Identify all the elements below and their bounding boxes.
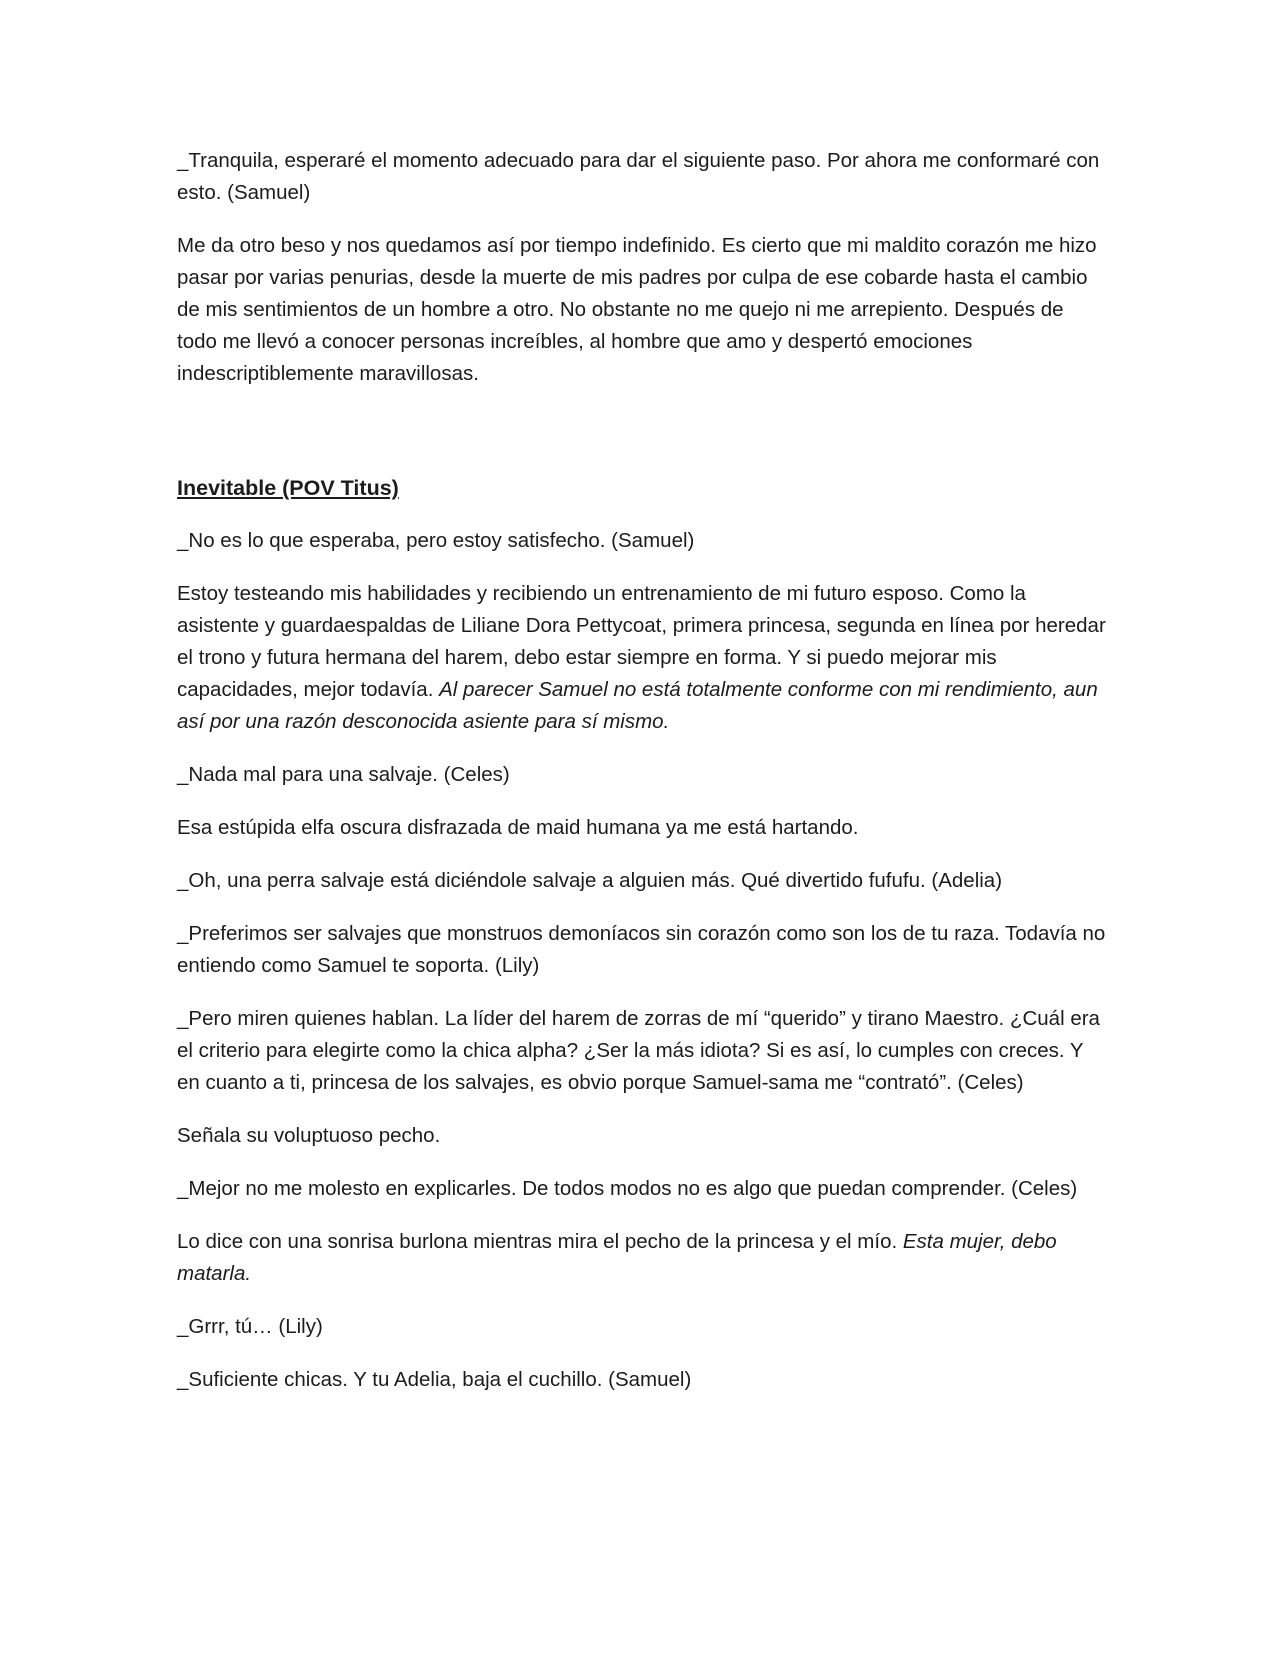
paragraph: Me da otro beso y nos quedamos así por tiempo indefinido. Es cierto que mi maldito corazón me hizo pasar por varias penurias, desde la muerte de mis padres por culpa de ese cobarde hasta el cambio de mis sentimientos de un hombre a otro. No obstante no me quejo ni me arrepiento. Después de todo me llevó a conocer personas increíbles, al hombre que amo y despertó emociones indescriptiblemente maravillosas. xyxy=(177,234,1097,385)
paragraph: _Suficiente chicas. Y tu Adelia, baja el cuchillo. (Samuel) xyxy=(177,1368,692,1391)
document-page xyxy=(177,145,1107,1417)
paragraph: Señala su voluptuoso pecho. xyxy=(177,1124,441,1147)
paragraph: _Nada mal para una salvaje. (Celes) xyxy=(177,763,510,786)
paragraph: _No es lo que esperaba, pero estoy satisfecho. (Samuel) xyxy=(177,529,695,552)
paragraph: _Pero miren quienes hablan. La líder del harem de zorras de mí “querido” y tirano Maestro. ¿Cuál era el criterio para elegirte como la chica alpha? ¿Ser la más idiota? Si es así, lo cumples con creces. Y en cuanto a ti, princesa de los salvajes, es obvio porque Samuel-sama me “contrató”. (Celes) xyxy=(177,1007,1100,1094)
paragraph: _Oh, una perra salvaje está diciéndole salvaje a alguien más. Qué divertido fufufu. (Adelia) xyxy=(177,869,1003,892)
paragraph: Esa estúpida elfa oscura disfrazada de maid humana ya me está hartando. xyxy=(177,816,859,839)
paragraph: _Preferimos ser salvajes que monstruos demoníacos sin corazón como son los de tu raza. Todavía no entiendo como Samuel te soporta. (Lily) xyxy=(177,922,1106,977)
paragraph: _Tranquila, esperaré el momento adecuado para dar el siguiente paso. Por ahora me conformaré con esto. (Samuel) xyxy=(177,149,1100,204)
italic-thought: Esta mujer, debo matarla. xyxy=(177,1230,1057,1285)
paragraph: _Mejor no me molesto en explicarles. De todos modos no es algo que puedan comprender. (Celes) xyxy=(177,1177,1078,1200)
italic-thought: Al parecer Samuel no está totalmente conforme con mi rendimiento, aun así por una razón desconocida asiente para sí mismo. xyxy=(177,678,1098,733)
paragraph: Estoy testeando mis habilidades y recibiendo un entrenamiento de mi futuro esposo. Como la asistente y guardaespaldas de Liliane Dora Pettycoat, primera princesa, segunda en línea por heredar el trono y futura hermana del harem, debo estar siempre en forma. Y si puedo mejorar mis capacidades, mejor todavía. Al parecer Samuel no está totalmente conforme con mi rendimiento, aun así por una razón desconocida asiente para sí mismo. xyxy=(177,582,1106,733)
paragraph: _Grrr, tú… (Lily) xyxy=(177,1315,323,1338)
section-heading: Inevitable (POV Titus) xyxy=(177,476,399,500)
paragraph: Lo dice con una sonrisa burlona mientras mira el pecho de la princesa y el mío. Esta mujer, debo matarla. xyxy=(177,1230,1057,1285)
